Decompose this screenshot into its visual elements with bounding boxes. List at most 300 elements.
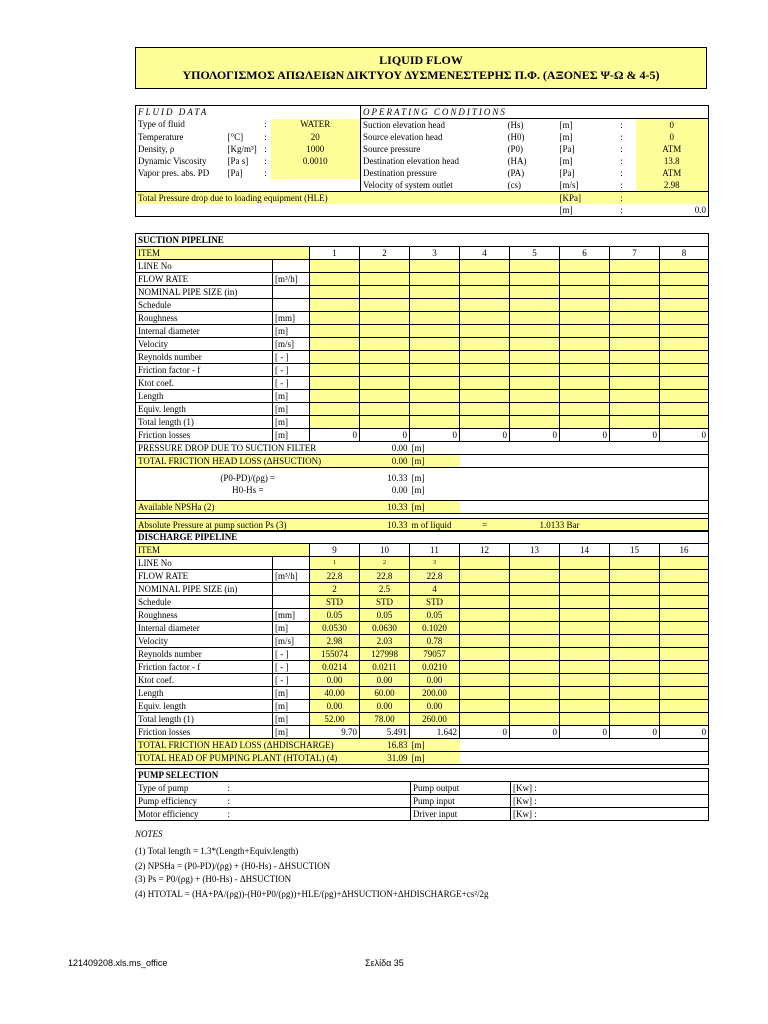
row-value <box>460 377 510 390</box>
row-value <box>610 648 660 661</box>
row-value: 0.05 <box>360 609 410 622</box>
operating-header: OPERATING CONDITIONS <box>361 106 709 119</box>
filter-value: 0.00 <box>360 442 410 455</box>
row-value: 40.00 <box>310 687 360 700</box>
row-label: LINE No <box>136 557 273 570</box>
suction-header: SUCTION PIPELINE <box>136 234 709 247</box>
row-value: 2.03 <box>360 635 410 648</box>
row-value: 0 <box>660 429 709 442</box>
discharge-total-value: 16.83 <box>360 739 410 752</box>
empty <box>460 752 709 765</box>
row-value <box>510 713 560 726</box>
row-value: 0 <box>560 429 610 442</box>
row-value <box>410 416 460 429</box>
h-unit: [m] <box>411 484 425 495</box>
row-value <box>560 416 610 429</box>
pump-runit: [Kw] : <box>511 808 709 821</box>
row-unit <box>273 299 310 312</box>
row-value <box>310 286 360 299</box>
row-value <box>610 312 660 325</box>
operating-value: ATM <box>636 167 709 179</box>
row-value: 0.00 <box>360 700 410 713</box>
fluid-value: 20 <box>271 131 361 143</box>
fluid-unit <box>226 119 261 132</box>
row-value <box>610 596 660 609</box>
row-value <box>310 325 360 338</box>
row-value: STD <box>310 596 360 609</box>
row-value <box>610 674 660 687</box>
row-value: 0.00 <box>410 674 460 687</box>
fluid-header: FLUID DATA <box>136 106 361 119</box>
row-value <box>660 299 709 312</box>
fluid-label: Density, ρ <box>136 143 226 155</box>
fluid-value: WATER <box>271 119 361 132</box>
row-value <box>510 700 560 713</box>
row-value <box>560 622 610 635</box>
row-value <box>610 377 660 390</box>
row-label: Ktot coef. <box>136 674 273 687</box>
row-value <box>460 609 510 622</box>
row-value <box>510 609 560 622</box>
row-unit: [m³/h] <box>273 570 310 583</box>
row-value <box>310 312 360 325</box>
row-value <box>660 713 709 726</box>
item-label: ITEM <box>136 544 310 557</box>
row-value: 0.1020 <box>410 622 460 635</box>
row-value: 1 <box>310 557 360 570</box>
operating-sep: : <box>620 179 623 190</box>
row-unit: [ - ] <box>273 377 310 390</box>
p-unit: [m] <box>411 472 425 483</box>
row-value <box>510 325 560 338</box>
operating-symbol: (P0) <box>507 143 523 154</box>
row-value: 200.00 <box>410 687 460 700</box>
row-value <box>460 713 510 726</box>
title-line1: LIQUID FLOW <box>379 53 463 67</box>
row-value <box>660 338 709 351</box>
fluid-unit: [Pa] <box>227 167 243 178</box>
fluid-unit: [Pa s] <box>227 155 249 166</box>
row-value: STD <box>410 596 460 609</box>
row-value <box>560 325 610 338</box>
pump-sep: : <box>226 795 411 808</box>
row-value <box>610 299 660 312</box>
row-value <box>410 351 460 364</box>
row-value <box>410 364 460 377</box>
abs-eq: = <box>460 519 510 532</box>
row-value <box>560 390 610 403</box>
row-label: Friction factor - f <box>136 661 273 674</box>
row-value: 0 <box>510 726 560 739</box>
row-value <box>410 299 460 312</box>
row-value <box>610 635 660 648</box>
row-value: STD <box>360 596 410 609</box>
item-number: 16 <box>660 544 709 557</box>
filter-unit: [m] <box>410 442 460 455</box>
row-value <box>560 661 610 674</box>
item-number: 6 <box>560 247 610 260</box>
row-value <box>460 338 510 351</box>
row-value: 3 <box>410 557 460 570</box>
p-value: 10.33 <box>387 472 408 483</box>
item-number: 4 <box>460 247 510 260</box>
m-value: 0.0 <box>636 204 709 217</box>
row-value <box>610 700 660 713</box>
suction-total-value: 0.00 <box>360 455 410 468</box>
row-value <box>610 713 660 726</box>
row-label: Schedule <box>136 299 273 312</box>
row-value <box>510 338 560 351</box>
row-value <box>410 325 460 338</box>
row-unit: [ - ] <box>273 648 310 661</box>
row-unit: [ - ] <box>273 674 310 687</box>
row-label: Total length (1) <box>136 713 273 726</box>
row-value <box>560 583 610 596</box>
row-value <box>660 403 709 416</box>
pump-table <box>135 768 709 821</box>
row-value: 127998 <box>360 648 410 661</box>
row-value <box>510 351 560 364</box>
pump-runit: [Kw] : <box>511 782 709 795</box>
item-number: 14 <box>560 544 610 557</box>
fluid-label: Temperature <box>136 131 226 143</box>
row-value <box>560 312 610 325</box>
row-value <box>460 403 510 416</box>
row-value <box>360 390 410 403</box>
row-value: 0.0210 <box>410 661 460 674</box>
abs-pressure-label: Absolute Pressure at pump suction Ps (3) <box>136 519 360 532</box>
fluid-value <box>271 167 361 179</box>
row-value <box>510 312 560 325</box>
row-value <box>360 325 410 338</box>
row-value <box>410 338 460 351</box>
kpa-unit: [KPa] <box>558 192 608 205</box>
row-value <box>460 351 510 364</box>
row-value: 0.78 <box>410 635 460 648</box>
note-1: (1) Total length = 1.3*(Length+Equiv.length) <box>135 846 299 856</box>
pump-rlabel: Driver input <box>411 808 511 821</box>
p-label: (P0-PD)/(ρg) = <box>136 472 360 484</box>
row-unit: [m] <box>273 622 310 635</box>
row-value <box>610 325 660 338</box>
row-value <box>660 286 709 299</box>
row-value <box>560 687 610 700</box>
row-value <box>560 338 610 351</box>
row-value <box>310 364 360 377</box>
pump-rlabel: Pump input <box>411 795 511 808</box>
row-value: 0 <box>360 429 410 442</box>
operating-unit: [Pa] <box>559 143 575 154</box>
row-value <box>610 609 660 622</box>
row-value <box>660 661 709 674</box>
row-label: NOMINAL PIPE SIZE (in) <box>136 583 273 596</box>
row-value: 0.00 <box>310 700 360 713</box>
row-unit <box>273 583 310 596</box>
row-value <box>510 661 560 674</box>
row-unit <box>273 260 310 273</box>
fluid-value: 1000 <box>271 143 361 155</box>
operating-symbol: (cs) <box>507 179 521 190</box>
row-value: 0 <box>610 429 660 442</box>
footer-page: Σελίδα 35 <box>365 958 404 968</box>
row-value <box>410 403 460 416</box>
row-label: Friction losses <box>136 429 273 442</box>
row-value <box>610 622 660 635</box>
operating-symbol: (H0) <box>507 131 525 142</box>
operating-label: Source elevation head <box>361 131 506 143</box>
total-head-label: TOTAL HEAD OF PUMPING PLANT (HTOTAL) (4) <box>136 752 360 765</box>
row-value: 5.491 <box>360 726 410 739</box>
row-value <box>610 338 660 351</box>
operating-value: ATM <box>636 143 709 155</box>
empty <box>460 472 709 484</box>
row-value <box>660 609 709 622</box>
h-label: H0-Hs = <box>136 484 360 496</box>
row-value <box>510 648 560 661</box>
pump-label: Type of pump <box>136 782 226 795</box>
row-value <box>560 557 610 570</box>
row-value: 0.05 <box>410 609 460 622</box>
row-label: FLOW RATE <box>136 570 273 583</box>
title-box <box>135 47 707 89</box>
row-value: 0 <box>510 429 560 442</box>
row-value <box>560 364 610 377</box>
note-3: (3) Ps = P0/(ρg) + (H0-Hs) - ΔHSUCTION <box>135 874 292 884</box>
row-value <box>660 325 709 338</box>
row-value <box>360 377 410 390</box>
item-number: 13 <box>510 544 560 557</box>
row-value <box>560 299 610 312</box>
row-unit: [ - ] <box>273 351 310 364</box>
row-value <box>510 416 560 429</box>
row-label: NOMINAL PIPE SIZE (in) <box>136 286 273 299</box>
row-value <box>460 299 510 312</box>
discharge-header: DISCHARGE PIPELINE <box>136 531 709 544</box>
h-value: 0.00 <box>391 484 408 495</box>
row-value <box>360 312 410 325</box>
row-value <box>610 583 660 596</box>
row-value: 0 <box>310 429 360 442</box>
operating-label: Destination pressure <box>361 167 506 179</box>
total-head-value: 31.09 <box>360 752 410 765</box>
row-value: 2 <box>360 557 410 570</box>
discharge-total-unit: [m] <box>410 739 460 752</box>
row-value <box>360 260 410 273</box>
row-value <box>310 377 360 390</box>
row-value: 0 <box>460 429 510 442</box>
row-label: Velocity <box>136 338 273 351</box>
row-value <box>610 570 660 583</box>
row-label: Equiv. length <box>136 700 273 713</box>
row-value <box>360 273 410 286</box>
row-value <box>310 390 360 403</box>
fluid-label: Dynamic Viscosity <box>136 155 226 167</box>
row-unit: [ - ] <box>273 661 310 674</box>
row-value: 2.5 <box>360 583 410 596</box>
operating-value: 13.8 <box>636 155 709 167</box>
operating-sep: : <box>620 119 623 130</box>
pump-sep: : <box>226 808 411 821</box>
row-value <box>410 286 460 299</box>
row-value <box>510 390 560 403</box>
item-number: 2 <box>360 247 410 260</box>
row-value: 155074 <box>310 648 360 661</box>
row-unit: [m] <box>273 390 310 403</box>
row-value <box>560 713 610 726</box>
row-value <box>510 286 560 299</box>
row-value: 260.00 <box>410 713 460 726</box>
total-pressure-drop-label: Total Pressure drop due to loading equipment (HLE) <box>136 192 558 205</box>
operating-value: 2.98 <box>636 179 709 192</box>
item-number: 3 <box>410 247 460 260</box>
row-value <box>310 338 360 351</box>
operating-unit: [Pa] <box>559 167 575 178</box>
empty <box>460 484 709 496</box>
suction-total-unit: [m] <box>410 455 460 468</box>
row-value <box>360 416 410 429</box>
row-value <box>310 299 360 312</box>
operating-unit: [m/s] <box>559 179 579 190</box>
row-value: 60.00 <box>360 687 410 700</box>
row-value <box>660 260 709 273</box>
row-unit: [m] <box>273 429 310 442</box>
row-value <box>460 583 510 596</box>
pump-runit: [Kw] : <box>511 795 709 808</box>
row-value: 9.70 <box>310 726 360 739</box>
empty <box>460 455 709 468</box>
notes <box>135 826 488 903</box>
row-unit: [m] <box>273 713 310 726</box>
operating-symbol: (HA) <box>507 155 527 166</box>
note-4: (4) HTOTAL = (HA+PA/(ρg))-(H0+P0/(ρg))+HLE/(ρg)+ΔHSUCTION+ΔHDISCHARGE+cs²/2g <box>135 889 489 899</box>
row-value <box>660 351 709 364</box>
row-value: 1.642 <box>410 726 460 739</box>
item-number: 1 <box>310 247 360 260</box>
row-label: Schedule <box>136 596 273 609</box>
row-value <box>660 635 709 648</box>
row-value <box>410 273 460 286</box>
row-value <box>510 273 560 286</box>
row-unit: [ - ] <box>273 364 310 377</box>
operating-value: 0 <box>636 131 709 143</box>
item-number: 12 <box>460 544 510 557</box>
row-value <box>610 351 660 364</box>
row-value <box>310 351 360 364</box>
row-label: FLOW RATE <box>136 273 273 286</box>
row-value: 0.00 <box>410 700 460 713</box>
row-value <box>410 312 460 325</box>
row-value <box>610 557 660 570</box>
npsha-label: Available NPSHa (2) <box>136 501 360 514</box>
row-unit: [m] <box>273 726 310 739</box>
row-value <box>660 700 709 713</box>
row-value <box>460 325 510 338</box>
row-value <box>560 351 610 364</box>
row-value: 0 <box>660 726 709 739</box>
row-label: Internal diameter <box>136 622 273 635</box>
row-value <box>560 609 610 622</box>
fluid-sep: : <box>264 167 267 178</box>
row-value <box>610 390 660 403</box>
row-value <box>460 700 510 713</box>
total-head-unit: [m] <box>410 752 460 765</box>
pump-sep: : <box>226 782 411 795</box>
row-value <box>510 635 560 648</box>
row-unit <box>273 286 310 299</box>
row-value: 78.00 <box>360 713 410 726</box>
row-value <box>460 312 510 325</box>
row-value: 0 <box>610 726 660 739</box>
row-value <box>460 622 510 635</box>
operating-value: 0 <box>636 119 709 132</box>
filter-label: PRESSURE DROP DUE TO SUCTION FILTER <box>136 442 360 455</box>
row-value: 79057 <box>410 648 460 661</box>
empty <box>460 442 709 455</box>
row-value <box>310 273 360 286</box>
row-value: 4 <box>410 583 460 596</box>
row-label: Friction losses <box>136 726 273 739</box>
fluid-unit: [°C] <box>227 131 244 142</box>
npsha-value: 10.33 <box>360 501 410 514</box>
pump-header: PUMP SELECTION <box>136 769 709 782</box>
pump-label: Pump efficiency <box>136 795 226 808</box>
row-value <box>610 416 660 429</box>
suction-table <box>135 233 709 532</box>
row-value <box>660 570 709 583</box>
row-value <box>410 377 460 390</box>
operating-sep: : <box>620 143 623 154</box>
row-label: Internal diameter <box>136 325 273 338</box>
item-number: 11 <box>410 544 460 557</box>
fluid-sep: : <box>264 119 267 130</box>
row-label: Velocity <box>136 635 273 648</box>
fluid-operating-table <box>135 105 709 217</box>
row-value <box>460 648 510 661</box>
row-value <box>660 583 709 596</box>
row-unit: [m] <box>273 416 310 429</box>
row-value: 22.8 <box>310 570 360 583</box>
item-number: 9 <box>310 544 360 557</box>
row-label: Equiv. length <box>136 403 273 416</box>
abs-pressure-value: 10.33 <box>360 519 410 532</box>
row-value <box>610 260 660 273</box>
row-value <box>360 286 410 299</box>
row-value <box>460 635 510 648</box>
row-value <box>660 364 709 377</box>
row-value: 2.98 <box>310 635 360 648</box>
row-value <box>610 661 660 674</box>
item-number: 8 <box>660 247 709 260</box>
operating-unit: [m] <box>559 155 573 166</box>
row-label: Friction factor - f <box>136 364 273 377</box>
row-label: Reynolds number <box>136 648 273 661</box>
row-value <box>560 648 610 661</box>
row-unit: [mm] <box>273 609 310 622</box>
kpa-value <box>636 192 709 205</box>
row-value <box>560 260 610 273</box>
notes-header: NOTES <box>135 829 163 839</box>
row-value <box>660 312 709 325</box>
fluid-sep: : <box>264 131 267 142</box>
row-value <box>510 364 560 377</box>
row-value <box>510 622 560 635</box>
fluid-empty <box>136 179 361 192</box>
row-value <box>560 596 610 609</box>
row-unit: [m] <box>273 403 310 416</box>
row-label: Roughness <box>136 312 273 325</box>
row-value <box>560 700 610 713</box>
operating-symbol: (Hs) <box>507 119 524 130</box>
